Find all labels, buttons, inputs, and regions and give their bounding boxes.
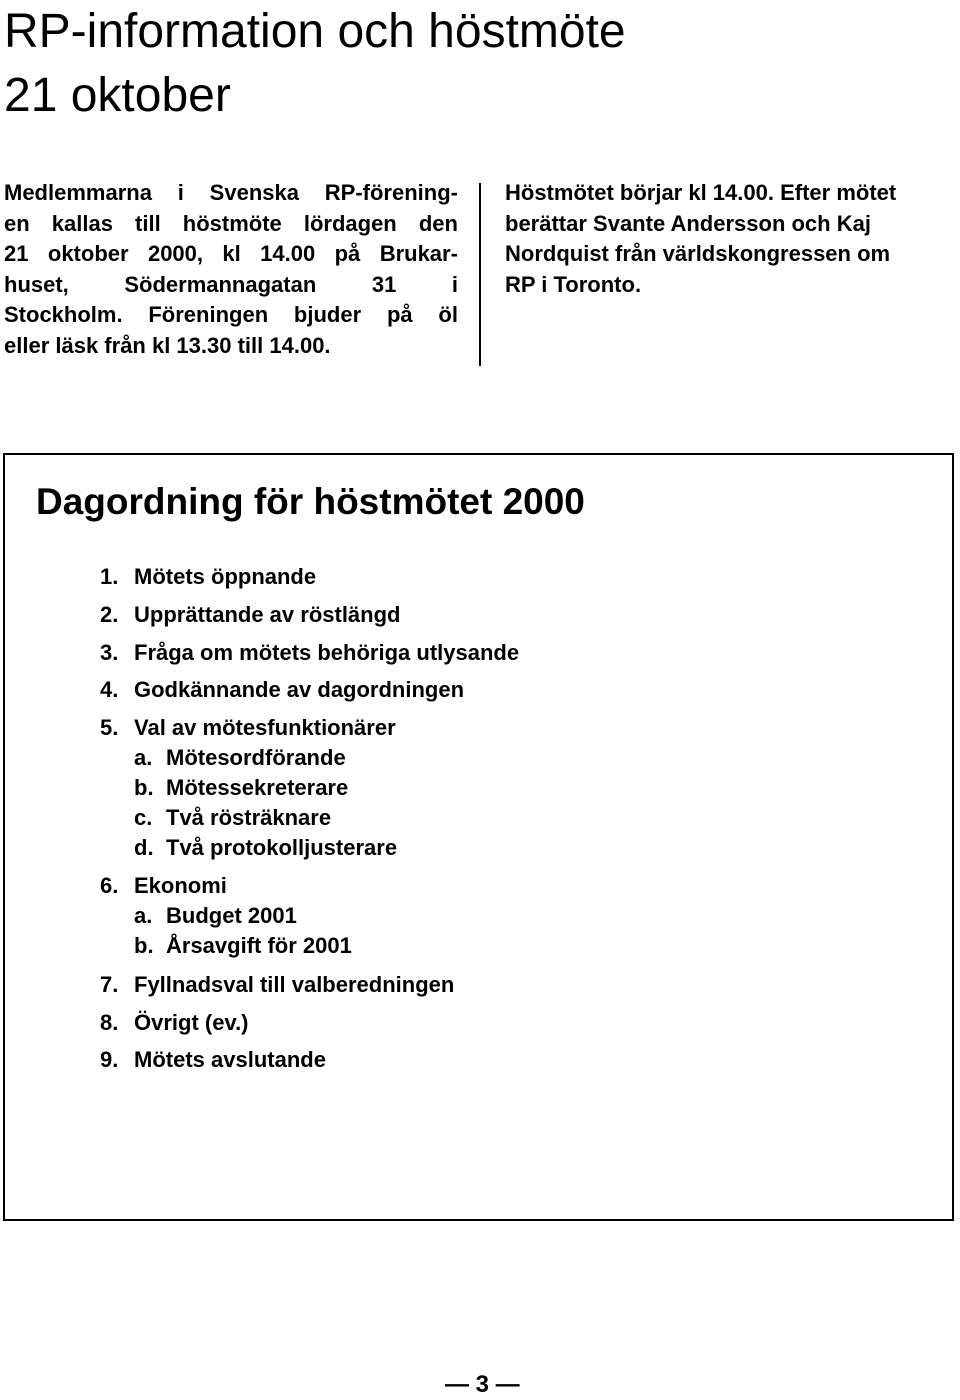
agenda-item	[100, 638, 519, 668]
agenda-subitem-letter: d.	[134, 835, 154, 860]
invitation-word: till	[135, 210, 161, 236]
invitation-word: Föreningen	[148, 302, 269, 327]
page-title	[4, 0, 626, 128]
column-divider	[479, 183, 481, 366]
invitation-line	[4, 270, 458, 301]
agenda-subitem	[134, 901, 297, 931]
agenda-item-text: Godkännande av dagordningen	[134, 677, 465, 702]
invitation-line	[4, 300, 458, 331]
agenda-subitem-text: Två rösträknare	[166, 805, 332, 830]
agenda-subitem-letter: a.	[134, 903, 153, 928]
invitation-word: Medlemmarna	[4, 180, 152, 205]
agenda-item-number: 5.	[100, 715, 119, 740]
agenda-subitem-text: Mötesordförande	[166, 745, 346, 770]
invitation-line	[4, 239, 458, 270]
agenda-item	[100, 600, 400, 630]
agenda-subitem	[134, 833, 397, 863]
agenda-item-text: Fråga om mötets behöriga utlysande	[134, 640, 520, 665]
agenda-subitem-text: Årsavgift för 2001	[166, 933, 352, 958]
invitation-word: Södermannagatan	[124, 271, 317, 297]
invitation-word: en	[4, 210, 30, 236]
invitation-word: 2000,	[147, 241, 204, 266]
page-title-line-1: RP-information och höstmöte	[4, 5, 626, 58]
invitation-paragraph	[4, 178, 458, 361]
agenda-item-number: 2.	[100, 602, 119, 627]
invitation-word: bjuder	[293, 302, 362, 327]
invitation-line	[4, 178, 458, 209]
invitation-word: RP-förening-	[324, 180, 458, 205]
agenda-item-number: 3.	[100, 640, 119, 665]
agenda-item-number: 8.	[100, 1010, 119, 1035]
agenda-item-text: Ekonomi	[134, 873, 227, 898]
invitation-word: kl	[222, 241, 241, 266]
invitation-word: på	[386, 302, 413, 327]
agenda-subitem-letter: a.	[134, 745, 153, 770]
invitation-word: lördagen	[303, 210, 397, 236]
agenda-subitem-letter: b.	[134, 933, 154, 958]
invitation-word: höstmöte	[182, 210, 282, 236]
invitation-word: kallas	[51, 210, 113, 236]
agenda-title: Dagordning för höstmötet 2000	[36, 481, 585, 522]
agenda-subitem	[134, 931, 352, 961]
invitation-word: på	[334, 241, 361, 266]
agenda-item-text: Fyllnadsval till valberedningen	[134, 972, 455, 997]
agenda-item	[100, 713, 396, 743]
agenda-item	[100, 562, 316, 592]
agenda-item	[100, 1045, 326, 1075]
agenda-subitem-text: Budget 2001	[166, 903, 297, 928]
agenda-item-number: 7.	[100, 972, 119, 997]
agenda-item-number: 9.	[100, 1047, 119, 1072]
invitation-word: i	[451, 271, 458, 297]
agenda-subitem	[134, 773, 348, 803]
agenda-item-text: Val av mötesfunktionärer	[134, 715, 396, 740]
agenda-subitem	[134, 743, 346, 773]
agenda-item-text: Övrigt (ev.)	[134, 1010, 249, 1035]
invitation-word: i	[177, 180, 184, 205]
invitation-word: 14.00	[260, 241, 316, 266]
page-title-line-2: 21 oktober	[4, 69, 231, 122]
invitation-line-last: eller läsk från kl 13.30 till 14.00.	[4, 332, 331, 358]
invitation-word: öl	[438, 302, 458, 327]
meeting-info-line: Nordquist från världskongressen om	[505, 241, 891, 266]
meeting-info-line: RP i Toronto.	[505, 271, 642, 297]
agenda-item	[100, 871, 227, 901]
invitation-word: oktober	[47, 241, 129, 266]
agenda-subitem-letter: b.	[134, 775, 154, 800]
agenda-item	[100, 970, 454, 1000]
agenda-item-number: 4.	[100, 677, 119, 702]
agenda-item-text: Mötets öppnande	[134, 564, 317, 589]
meeting-info-paragraph	[505, 178, 957, 300]
agenda-subitem-letter: c.	[134, 805, 153, 830]
invitation-word: Stockholm.	[4, 302, 123, 327]
agenda-item	[100, 1008, 249, 1038]
invitation-word: Brukar-	[379, 241, 458, 266]
agenda-item	[100, 675, 464, 705]
invitation-word: 21	[4, 241, 29, 266]
agenda-item-number: 6.	[100, 873, 119, 898]
invitation-word: 31	[371, 271, 397, 297]
agenda-item-number: 1.	[100, 564, 119, 589]
meeting-info-line: Höstmötet börjar kl 14.00. Efter mötet	[505, 180, 897, 205]
invitation-word: den	[418, 210, 458, 236]
agenda-item-text: Mötets avslutande	[134, 1047, 326, 1072]
agenda-subitem-text: Mötessekreterare	[166, 775, 349, 800]
page-number: — 3 —	[445, 1371, 520, 1398]
invitation-word: Svenska	[209, 180, 299, 205]
agenda-subitem	[134, 803, 331, 833]
meeting-info-line: berättar Svante Andersson och Kaj	[505, 210, 871, 236]
invitation-word: huset,	[4, 271, 69, 297]
agenda-subitem-text: Två protokolljusterare	[166, 835, 398, 860]
agenda-item-text: Upprättande av röstlängd	[134, 602, 401, 627]
invitation-line	[4, 209, 458, 240]
